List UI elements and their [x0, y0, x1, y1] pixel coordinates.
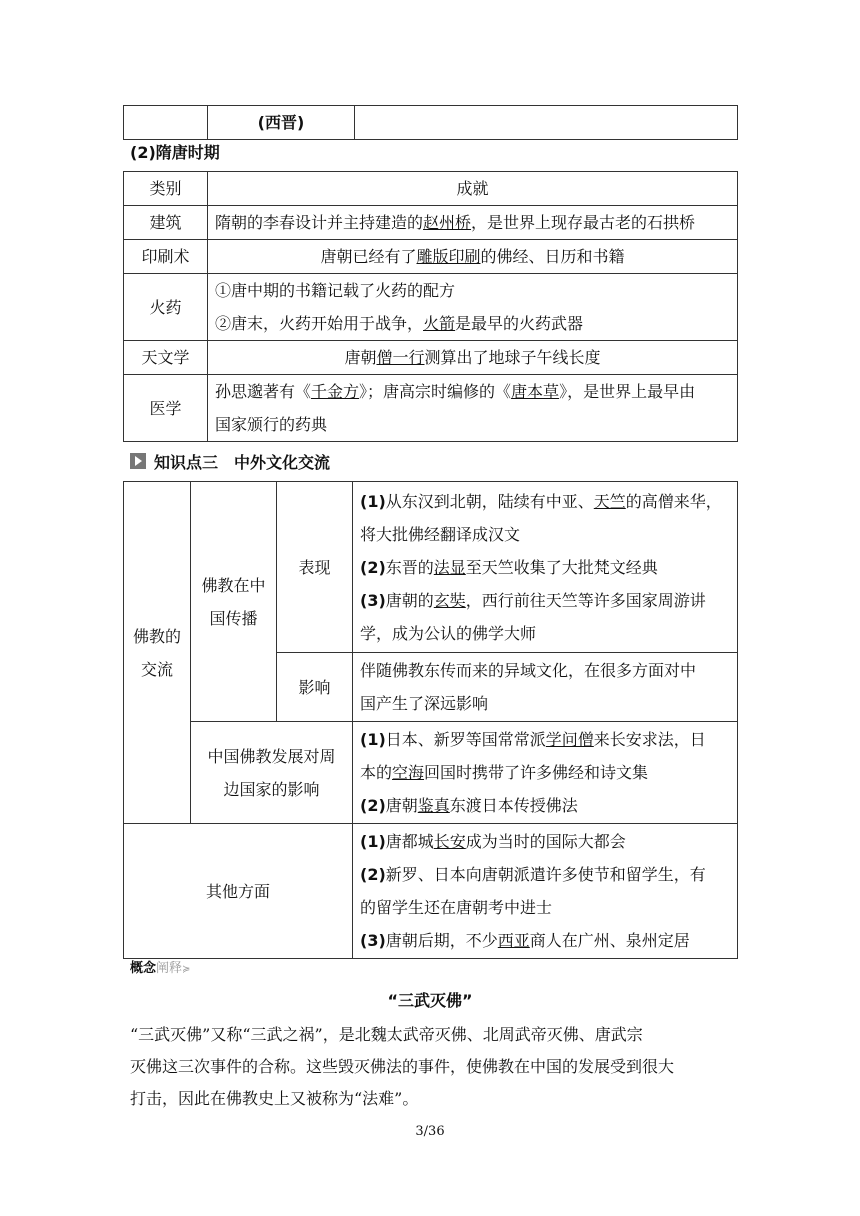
text-segment: 唐朝的: [385, 590, 434, 610]
exchange-table: [123, 481, 738, 959]
header-category: 类别: [124, 172, 208, 206]
text-segment: 伴随佛教东传而来的异域文化，在很多方面对中: [360, 661, 697, 680]
section-title: (2)隋唐时期: [130, 143, 220, 162]
text-segment: 唐朝: [385, 796, 418, 815]
underlined-term: 唐本草: [511, 382, 560, 401]
text-line: [360, 518, 730, 551]
knowledge-header: [130, 450, 330, 472]
text-segment: 国产生了深远影响: [360, 694, 489, 713]
text-line: [215, 341, 730, 374]
text-segment: 测算出了地球子午线长度: [424, 348, 601, 367]
underlined-term: 西亚: [497, 931, 530, 950]
achievement-cell: [208, 274, 738, 341]
text-segment: 隋朝的李春设计并主持建造的: [215, 213, 424, 232]
paragraph-line: 灭佛这三次事件的合称。这些毁灭佛法的事件，使佛教在中国的发展受到很大: [130, 1057, 675, 1076]
text-segment: 东渡日本传授佛法: [449, 796, 578, 815]
spread-label-cell: [191, 482, 277, 722]
text-line: [360, 723, 730, 756]
text-segment: 成为当时的国际大都会: [465, 832, 626, 851]
buddhism-label: 佛教的交流: [132, 626, 181, 679]
text-line: [360, 654, 730, 687]
text-segment: 唐朝: [344, 348, 377, 367]
text-segment: 》；唐高宗时编修的《: [359, 382, 512, 401]
text-segment: 至天竺收集了大批梵文经典: [465, 557, 658, 577]
manifest-content: [353, 482, 738, 653]
table-row: [124, 274, 738, 341]
text-segment: (3): [360, 590, 386, 610]
text-segment: 新罗、日本向唐朝派遣许多使节和留学生，有: [385, 865, 706, 884]
text-segment: 本的: [360, 763, 393, 782]
category-cell: 天文学: [124, 341, 208, 375]
category-cell: 医学: [124, 375, 208, 442]
influence-label: 影响: [277, 653, 353, 722]
achievement-cell: [208, 341, 738, 375]
text-segment: (1): [360, 730, 386, 749]
text-segment: 来长安求法，日: [593, 730, 706, 749]
underlined-term: 鉴真: [417, 796, 450, 815]
text-line: [360, 858, 730, 891]
text-line: [360, 687, 730, 720]
text-line: [215, 307, 730, 340]
paragraph-line: 打击，因此在佛教史上又被称为“法难”。: [130, 1089, 419, 1108]
text-line: [215, 375, 730, 408]
text-segment: (2): [360, 865, 386, 884]
underlined-term: 雕版印刷: [416, 247, 481, 266]
text-segment: (2): [360, 557, 386, 577]
fragment-xijin-cell: (西晋): [208, 106, 355, 140]
text-segment: (3): [360, 931, 386, 950]
text-segment: 唐朝后期，不少: [385, 931, 498, 950]
concept-title: “三武灭佛”: [387, 991, 473, 1010]
text-line: [360, 924, 730, 957]
underlined-term: 火箭: [423, 314, 456, 333]
text-line: [360, 485, 730, 518]
text-segment: 的高僧来华，: [625, 491, 722, 511]
text-line: [215, 274, 730, 307]
text-line: [360, 789, 730, 822]
manifest-label: 表现: [277, 482, 353, 653]
text-segment: 日本、新罗等国常常派: [385, 730, 546, 749]
underlined-term: 玄奘: [433, 590, 466, 610]
text-segment: 的留学生还在唐朝考中进士: [360, 898, 553, 917]
text-segment: 回国时携带了许多佛经和诗文集: [424, 763, 649, 782]
category-cell: 火药: [124, 274, 208, 341]
play-icon: [130, 453, 146, 469]
underlined-term: 空海: [392, 763, 425, 782]
neighbor-label: 中国佛教发展对周边国家的影响: [207, 746, 336, 799]
text-line: [360, 825, 730, 858]
text-segment: ①唐中期的书籍记载了火药的配方: [215, 281, 456, 300]
table-row: [124, 206, 738, 240]
text-segment: 从东汉到北朝，陆续有中亚、: [385, 491, 594, 511]
neighbor-content: [353, 722, 738, 824]
underlined-term: 天竺: [593, 491, 626, 511]
text-segment: ②唐末，火药开始用于战争，: [215, 314, 424, 333]
text-segment: 唐朝已经有了: [320, 247, 417, 266]
text-line: [360, 551, 730, 584]
text-segment: 是最早的火药武器: [455, 314, 584, 333]
text-line: [215, 408, 730, 441]
influence-content: [353, 653, 738, 722]
header-achievement: 成就: [208, 172, 738, 206]
table-row: [124, 375, 738, 442]
table-row: [124, 240, 738, 274]
underlined-term: 僧一行: [376, 348, 425, 367]
text-line: [215, 240, 730, 273]
other-label: 其他方面: [124, 824, 353, 959]
text-segment: ，西行前往天竺等许多国家周游讲: [465, 590, 706, 610]
text-segment: 孙思邈著有《: [215, 382, 312, 401]
category-cell: 建筑: [124, 206, 208, 240]
text-segment: 将大批佛经翻译成汉文: [360, 524, 521, 544]
text-segment: 学，成为公认的佛学大师: [360, 623, 537, 643]
text-segment: (1): [360, 491, 386, 511]
underlined-term: 赵州桥: [423, 213, 472, 232]
text-line: [360, 584, 730, 617]
achievement-cell: [208, 206, 738, 240]
text-line: [360, 756, 730, 789]
spread-label: 佛教在中国传播: [201, 575, 266, 628]
achievement-cell: [208, 375, 738, 442]
text-segment: 东晋的: [385, 557, 434, 577]
text-segment: 国家颁行的药典: [215, 415, 328, 434]
text-segment: (2): [360, 796, 386, 815]
underlined-term: 法显: [433, 557, 466, 577]
text-segment: ，是世界上现存最古老的石拱桥: [471, 213, 696, 232]
text-segment: (1): [360, 832, 386, 851]
concept-paragraph: [130, 1019, 740, 1115]
other-content: [353, 824, 738, 959]
table-row: [124, 341, 738, 375]
underlined-term: 千金方: [311, 382, 360, 401]
chevron-down-icon: ≽: [182, 964, 191, 975]
text-segment: 唐都城: [385, 832, 434, 851]
paragraph-line: “三武灭佛”又称“三武之祸”，是北魏太武帝灭佛、北周武帝灭佛、唐武宗: [130, 1025, 643, 1044]
underlined-term: 长安: [433, 832, 466, 851]
concept-label: [130, 960, 190, 979]
category-cell: 印刷术: [124, 240, 208, 274]
fragment-empty-cell-2: [355, 106, 738, 140]
knowledge-title: 知识点三 中外文化交流: [154, 452, 331, 472]
top-fragment-table: [123, 105, 738, 140]
neighbor-label-cell: [191, 722, 353, 824]
page-number: 3/36: [415, 1124, 445, 1139]
concept-label-light: 阐释: [156, 961, 183, 976]
fragment-empty-cell: [124, 106, 208, 140]
underlined-term: 学问僧: [545, 730, 594, 749]
text-segment: 》，是世界上最早由: [559, 382, 696, 401]
text-line: [360, 891, 730, 924]
text-line: [360, 617, 730, 650]
text-line: [215, 206, 730, 239]
achievement-cell: [208, 240, 738, 274]
tang-achievements-table: [123, 171, 738, 442]
concept-label-dark: 概念: [130, 961, 157, 976]
text-segment: 的佛经、日历和书籍: [480, 247, 625, 266]
buddhism-label-cell: [124, 482, 191, 824]
text-segment: 商人在广州、泉州定居: [529, 931, 690, 950]
